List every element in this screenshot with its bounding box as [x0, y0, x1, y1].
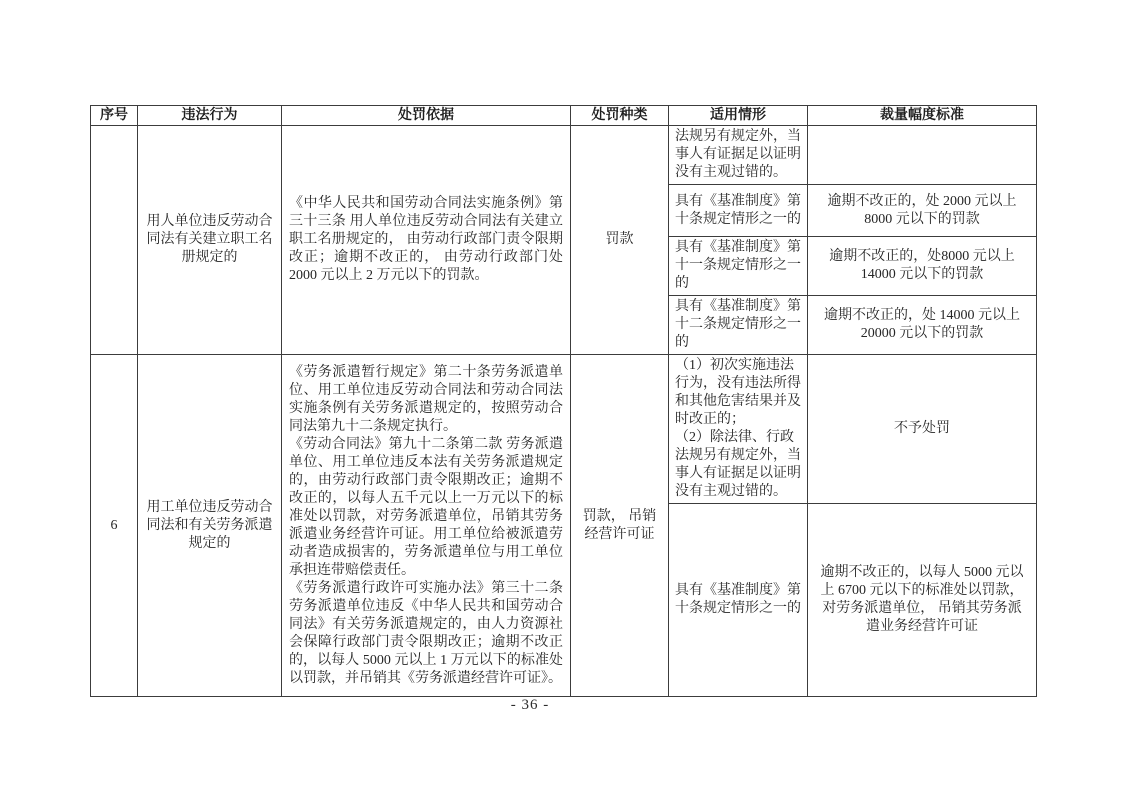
- situation-item: （2）除法律、行政法规另有规定外，当事人有证据足以证明没有主观过错的。: [675, 430, 801, 499]
- table-row: [91, 126, 1037, 185]
- cell-situation: 具有《基准制度》第十条规定情形之一的: [669, 504, 808, 697]
- column-header-situation: 适用情形: [669, 106, 808, 126]
- cell-seq: [91, 126, 138, 355]
- cell-standard: 逾期不改正的，处 2000 元以上 8000 元以下的罚款: [808, 185, 1037, 237]
- cell-behavior: 用工单位违反劳动合同法和有关劳务派遣规定的: [138, 355, 282, 697]
- cell-standard: 逾期不改正的，处8000 元以上 14000 元以下的罚款: [808, 237, 1037, 296]
- cell-situation: 具有《基准制度》第十一条规定情形之一的: [669, 237, 808, 296]
- basis-paragraph: 《劳动合同法》第九十二条第二款 劳务派遣单位、用工单位违反本法有关劳务派遣规定的，由劳动行政部门责令限期改正；逾期不改正的，以每人五千元以上一万元以下的标准处以罚款，对劳务派遣单位，吊销其劳务派遣业务经营许可证。用工单位给被派遣劳动者造成损害的，劳务派遣单位与用工单位承担连带赔偿责任。: [289, 436, 563, 578]
- table-header-row: [91, 106, 1037, 126]
- column-header-basis: 处罚依据: [282, 106, 571, 126]
- cell-situation: 法规另有规定外，当事人有证据足以证明没有主观过错的。: [669, 126, 808, 185]
- cell-penalty-type: 罚款， 吊销经营许可证: [571, 355, 669, 697]
- cell-standard: 逾期不改正的，处 14000 元以上 20000 元以下的罚款: [808, 296, 1037, 355]
- column-header-penalty-type: 处罚种类: [571, 106, 669, 126]
- cell-situation: 具有《基准制度》第十条规定情形之一的: [669, 185, 808, 237]
- penalty-standards-table: [90, 105, 1037, 697]
- cell-behavior: 用人单位违反劳动合同法有关建立职工名册规定的: [138, 126, 282, 355]
- column-header-standard: 裁量幅度标准: [808, 106, 1037, 126]
- column-header-behavior: 违法行为: [138, 106, 282, 126]
- column-header-seq: 序号: [91, 106, 138, 126]
- cell-basis: [282, 355, 571, 697]
- cell-basis: 《中华人民共和国劳动合同法实施条例》第三十三条 用人单位违反劳动合同法有关建立职工名册规定的， 由劳动行政部门责令限期改正；逾期不改正的， 由劳动行政部门处 2000 元以上 2 万元以下的罚款。: [282, 126, 571, 355]
- cell-seq: 6: [91, 355, 138, 697]
- cell-standard: [808, 126, 1037, 185]
- cell-situation: [669, 355, 808, 504]
- basis-paragraph: 《劳务派遣暂行规定》第二十条劳务派遣单位、用工单位违反劳动合同法和劳动合同法实施条例有关劳务派遣规定的，按照劳动合同法第九十二条规定执行。: [289, 364, 563, 434]
- cell-penalty-type: 罚款: [571, 126, 669, 355]
- situation-item: （1）初次实施违法行为，没有违法所得和其他危害结果并及时改正的；: [675, 358, 801, 427]
- cell-standard: 逾期不改正的，以每人 5000 元以上 6700 元以下的标准处以罚款，对劳务派遣单位， 吊销其劳务派遣业务经营许可证: [808, 504, 1037, 697]
- cell-standard: 不予处罚: [808, 355, 1037, 504]
- page-number: - 36 -: [510, 697, 550, 713]
- basis-paragraph: 《劳务派遣行政许可实施办法》第三十二条 劳务派遣单位违反《中华人民共和国劳动合同法》有关劳务派遣规定的，由人力资源社会保障行政部门责令限期改正；逾期不改正的，以每人 5000 元以上 1 万元以下的标准处以罚款，并吊销其《劳务派遣经营许可证》。: [289, 580, 563, 686]
- cell-situation: 具有《基准制度》第十二条规定情形之一的: [669, 296, 808, 355]
- table-row: [91, 355, 1037, 504]
